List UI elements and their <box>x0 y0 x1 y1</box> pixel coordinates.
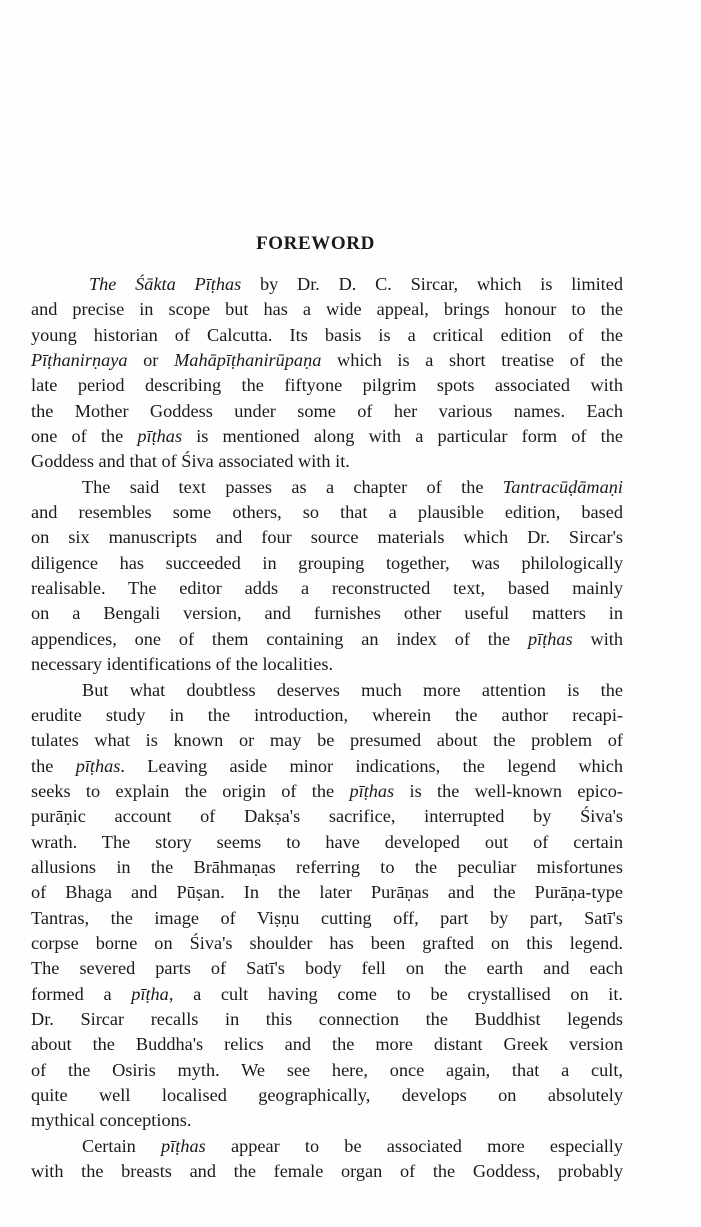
text-line <box>31 1007 623 1032</box>
text-line <box>31 703 623 728</box>
italic-term: Tantracūḍāmaṇi <box>502 476 623 497</box>
italic-term: pīṭhas <box>137 426 183 447</box>
text-line <box>31 576 623 601</box>
text-line <box>31 627 623 652</box>
italic-term: Pīṭhanirṇaya <box>31 350 128 371</box>
text-line <box>31 1032 623 1057</box>
text-line <box>31 728 623 753</box>
text-run: the <box>31 755 76 776</box>
italic-term: pīṭhas <box>161 1135 206 1156</box>
text-run: But what doubtless deserves much more attention is the <box>82 679 623 700</box>
text-run: tulates what is known or may be presumed about the problem of <box>31 730 623 751</box>
page-title: FOREWORD <box>256 233 375 254</box>
text-run: which is a short treatise of the <box>321 350 623 371</box>
text-line <box>31 779 623 804</box>
text-run: the Mother Goddess under some of her various names. Each <box>31 400 623 421</box>
italic-term: pīṭhas <box>527 628 573 649</box>
text-run: necessary identifications of the localities. <box>31 654 334 675</box>
text-line <box>31 855 623 880</box>
text-run: realisable. The editor adds a reconstructed text, based mainly <box>31 578 623 599</box>
text-run: late period describing the fiftyone pilgrim spots associated with <box>31 375 623 396</box>
text-line <box>31 475 623 500</box>
text-run: mythical conceptions. <box>31 1110 192 1131</box>
text-line <box>31 652 623 677</box>
text-line <box>31 1058 623 1083</box>
text-line <box>31 272 623 297</box>
text-run: , a cult having come to be crystallised on it. <box>168 983 623 1004</box>
text-run: corpse borne on Śiva's shoulder has been grafted on this legend. <box>31 932 623 953</box>
text-line <box>31 424 623 449</box>
text-run: appear to be associated more especially <box>205 1135 623 1156</box>
text-run: quite well localised geographically, develops on absolutely <box>31 1085 623 1105</box>
text-run: on a Bengali version, and furnishes other useful matters in <box>31 603 623 624</box>
text-line <box>31 297 623 322</box>
text-line <box>31 348 623 373</box>
text-run: of the Osiris myth. We see here, once again, that a cult, <box>31 1059 623 1080</box>
text-line <box>31 880 623 905</box>
text-line <box>31 982 623 1007</box>
text-line <box>31 1083 623 1108</box>
text-run: or <box>127 350 175 371</box>
text-line <box>31 931 623 956</box>
italic-term: pīṭhas <box>349 780 395 801</box>
text-run: and precise in scope but has a wide appeal, brings honour to the <box>31 299 623 320</box>
text-line <box>31 956 623 981</box>
text-run: Dr. Sircar recalls in this connection the Buddhist legends <box>31 1008 623 1029</box>
text-line <box>31 1159 623 1184</box>
text-line <box>31 373 623 398</box>
text-run: about the Buddha's relics and the more distant Greek version <box>31 1034 623 1055</box>
text-run: The severed parts of Satī's body fell on the earth and each <box>31 958 623 979</box>
text-run: formed a <box>31 983 132 1004</box>
text-run: on six manuscripts and four source materials which Dr. Sircar's <box>31 527 623 548</box>
text-line <box>31 754 623 779</box>
text-run: diligence has succeeded in grouping together, was philologically <box>31 552 623 573</box>
foreword-body <box>31 272 623 1184</box>
text-run: purāṇic account of Dakṣa's sacrifice, interrupted by Śiva's <box>31 806 623 827</box>
text-line <box>31 551 623 576</box>
text-run: allusions in the Brāhmaṇas referring to the peculiar misfortunes <box>31 856 623 877</box>
text-run: erudite study in the introduction, wherein the author recapi- <box>31 704 623 725</box>
text-run: is mentioned along with a particular form of the <box>182 426 623 447</box>
text-line <box>31 601 623 626</box>
text-line <box>31 525 623 550</box>
text-run: of Bhaga and Pūṣan. In the later Purāṇas and the Purāṇa-type <box>31 882 623 903</box>
text-run: by Dr. D. C. Sircar, which is limited <box>241 274 623 294</box>
text-run: young historian of Calcutta. Its basis is a critical edition of the <box>31 324 623 345</box>
text-line <box>31 323 623 348</box>
text-run: with the breasts and the female organ of the Goddess, probably <box>31 1161 623 1182</box>
text-run: Tantras, the image of Viṣṇu cutting off, part by part, Satī's <box>31 907 623 928</box>
text-run: with <box>572 628 623 649</box>
text-run: seeks to explain the origin of the <box>31 780 350 801</box>
italic-term: Mahāpīṭhanirūpaṇa <box>174 350 322 371</box>
text-line <box>31 678 623 703</box>
text-line <box>31 1134 623 1159</box>
text-run: and resembles some others, so that a plausible edition, based <box>31 502 623 523</box>
text-line <box>31 830 623 855</box>
text-run: wrath. The story seems to have developed out of certain <box>31 831 623 852</box>
text-run: is the well-known epico- <box>394 780 624 801</box>
text-run: Certain <box>82 1135 162 1156</box>
italic-term: pīṭha <box>131 983 169 1004</box>
text-line <box>31 1108 623 1133</box>
text-run: one of the <box>31 426 138 447</box>
text-run: The said text passes as a chapter of the <box>82 476 503 497</box>
text-line <box>31 500 623 525</box>
text-line <box>31 399 623 424</box>
text-line <box>31 449 623 474</box>
text-run: appendices, one of them containing an index of the <box>31 628 528 649</box>
italic-term: The Śākta Pīṭhas <box>89 274 242 294</box>
text-run: . Leaving aside minor indications, the legend which <box>120 755 623 776</box>
italic-term: pīṭhas <box>75 755 121 776</box>
text-line <box>31 906 623 931</box>
text-line <box>31 804 623 829</box>
text-run: Goddess and that of Śiva associated with it. <box>31 451 350 472</box>
